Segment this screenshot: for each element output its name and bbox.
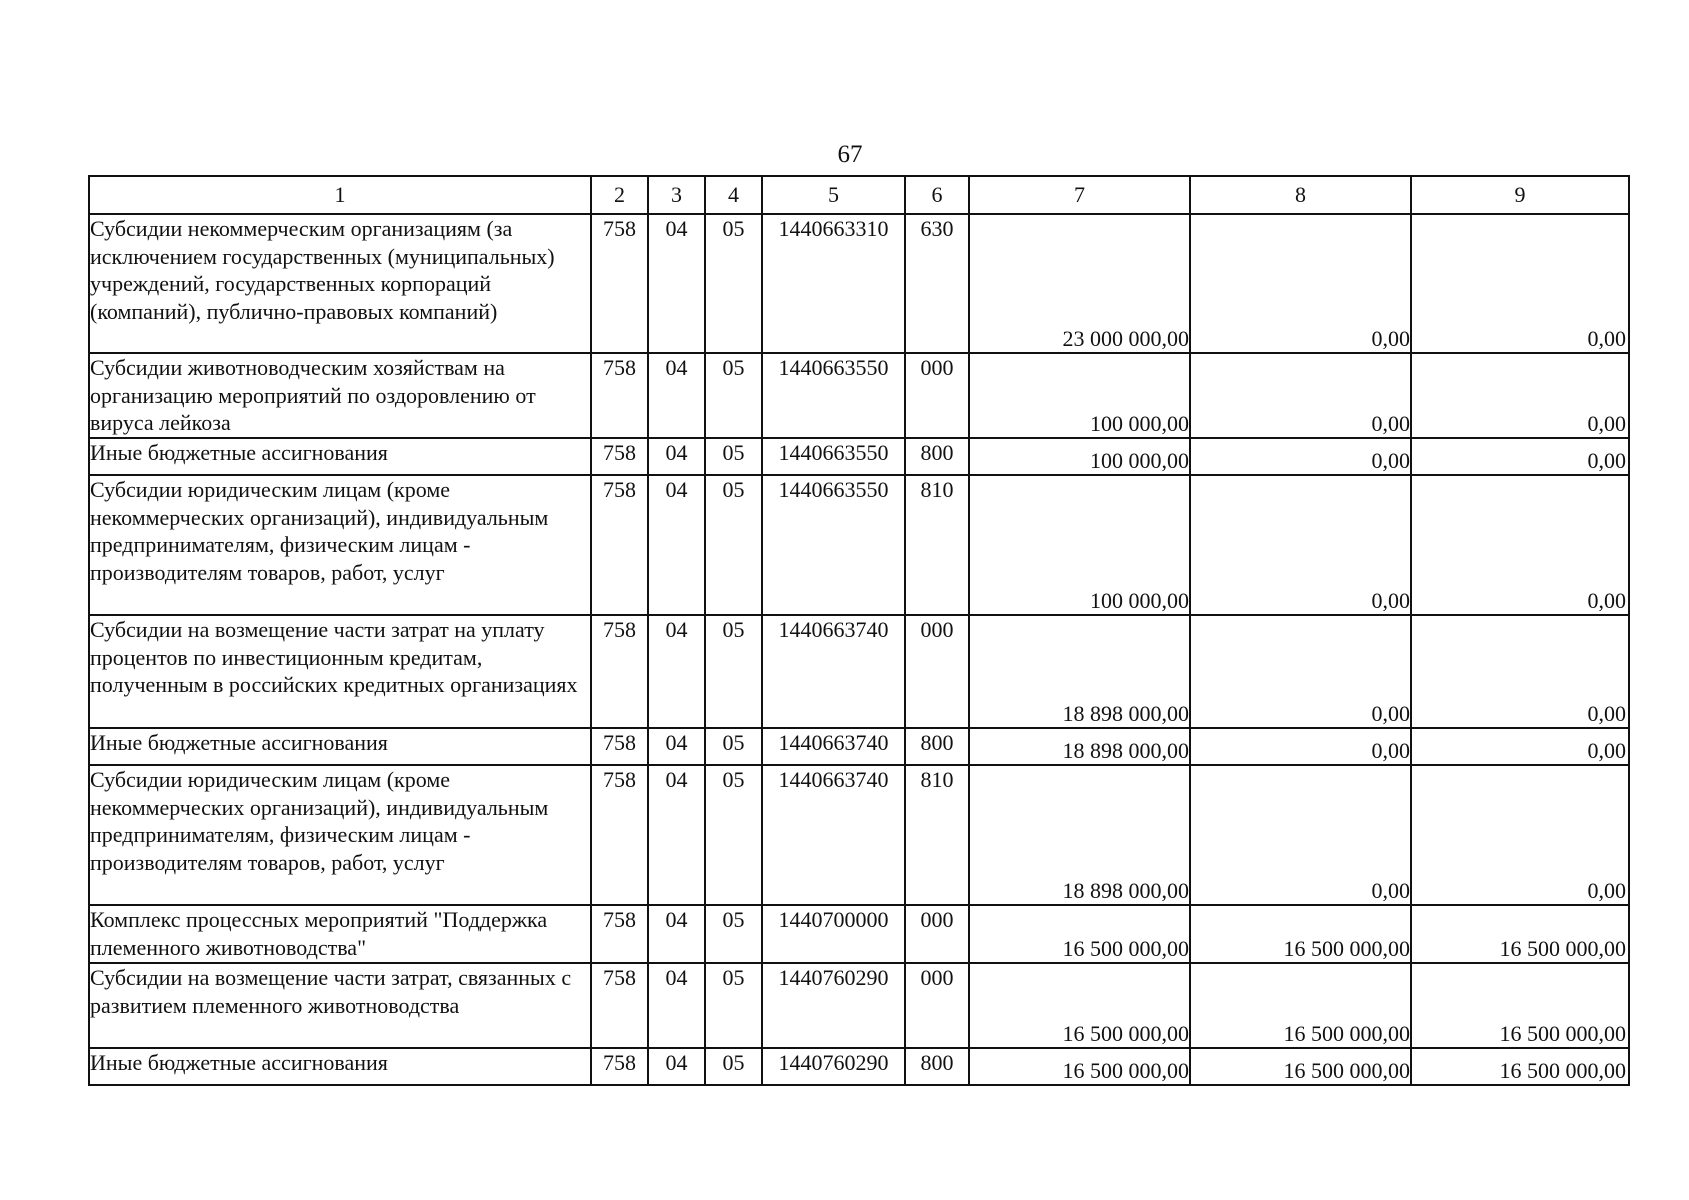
table-row [89, 905, 1629, 963]
row-amount-col8: 0,00 [1190, 615, 1411, 728]
row-expense-type-code: 810 [905, 765, 969, 905]
row-description: Субсидии некоммерческим организациям (за исключением государственных (муниципальных) учреждений, государственных корпораций (компаний), публично-правовых компаний) [89, 214, 591, 353]
column-header-2: 2 [591, 176, 648, 214]
row-amount-col7: 18 898 000,00 [969, 728, 1190, 765]
row-ministry-code: 758 [591, 214, 648, 353]
row-amount-col9: 0,00 [1411, 615, 1629, 728]
row-section-code: 04 [648, 615, 705, 728]
row-amount-col8: 0,00 [1190, 214, 1411, 353]
row-section-code: 04 [648, 1048, 705, 1085]
row-expense-type-code: 800 [905, 1048, 969, 1085]
row-amount-col9: 0,00 [1411, 353, 1629, 438]
row-subsection-code: 05 [705, 475, 762, 615]
row-expense-type-code: 000 [905, 963, 969, 1048]
row-amount-col8: 16 500 000,00 [1190, 905, 1411, 963]
row-expense-type-code: 800 [905, 728, 969, 765]
row-description: Иные бюджетные ассигнования [89, 728, 591, 765]
row-section-code: 04 [648, 765, 705, 905]
column-header-4: 4 [705, 176, 762, 214]
row-section-code: 04 [648, 905, 705, 963]
row-section-code: 04 [648, 353, 705, 438]
row-ministry-code: 758 [591, 728, 648, 765]
row-amount-col9: 0,00 [1411, 765, 1629, 905]
row-amount-col9: 16 500 000,00 [1411, 963, 1629, 1048]
column-header-1: 1 [89, 176, 591, 214]
column-header-8: 8 [1190, 176, 1411, 214]
row-description: Субсидии животноводческим хозяйствам на организацию мероприятий по оздоровлению от вируса лейкоза [89, 353, 591, 438]
row-subsection-code: 05 [705, 615, 762, 728]
row-subsection-code: 05 [705, 963, 762, 1048]
row-target-article-code: 1440760290 [762, 1048, 905, 1085]
row-amount-col7: 16 500 000,00 [969, 905, 1190, 963]
row-description: Субсидии юридическим лицам (кроме некоммерческих организаций), индивидуальным предпринимателям, физическим лицам - производителям товаров, работ, услуг [89, 475, 591, 615]
row-amount-col7: 16 500 000,00 [969, 1048, 1190, 1085]
row-amount-col9: 0,00 [1411, 475, 1629, 615]
row-amount-col7: 18 898 000,00 [969, 765, 1190, 905]
row-ministry-code: 758 [591, 438, 648, 475]
page-number: 67 [837, 141, 863, 168]
row-description: Иные бюджетные ассигнования [89, 1048, 591, 1085]
row-amount-col9: 16 500 000,00 [1411, 905, 1629, 963]
row-section-code: 04 [648, 214, 705, 353]
table-row [89, 353, 1629, 438]
table-row [89, 475, 1629, 615]
budget-table [88, 175, 1630, 1086]
row-amount-col7: 100 000,00 [969, 475, 1190, 615]
row-target-article-code: 1440663740 [762, 765, 905, 905]
row-section-code: 04 [648, 963, 705, 1048]
row-amount-col9: 0,00 [1411, 438, 1629, 475]
row-amount-col8: 0,00 [1190, 765, 1411, 905]
column-header-5: 5 [762, 176, 905, 214]
table-header-row [89, 176, 1629, 214]
row-expense-type-code: 000 [905, 905, 969, 963]
row-amount-col8: 0,00 [1190, 728, 1411, 765]
row-section-code: 04 [648, 728, 705, 765]
column-header-7: 7 [969, 176, 1190, 214]
row-amount-col8: 0,00 [1190, 353, 1411, 438]
row-expense-type-code: 800 [905, 438, 969, 475]
column-header-6: 6 [905, 176, 969, 214]
row-description: Субсидии на возмещение части затрат на уплату процентов по инвестиционным кредитам, полученным в российских кредитных организациях [89, 615, 591, 728]
row-amount-col9: 16 500 000,00 [1411, 1048, 1629, 1085]
row-subsection-code: 05 [705, 905, 762, 963]
row-amount-col8: 0,00 [1190, 475, 1411, 615]
table-row [89, 728, 1629, 765]
row-target-article-code: 1440663740 [762, 728, 905, 765]
row-ministry-code: 758 [591, 1048, 648, 1085]
row-description: Комплекс процессных мероприятий "Поддержка племенного животноводства" [89, 905, 591, 963]
row-section-code: 04 [648, 475, 705, 615]
row-subsection-code: 05 [705, 765, 762, 905]
row-amount-col7: 16 500 000,00 [969, 963, 1190, 1048]
row-amount-col7: 100 000,00 [969, 353, 1190, 438]
table-row [89, 963, 1629, 1048]
table-row [89, 615, 1629, 728]
row-expense-type-code: 630 [905, 214, 969, 353]
table-row [89, 765, 1629, 905]
row-ministry-code: 758 [591, 963, 648, 1048]
column-header-9: 9 [1411, 176, 1629, 214]
row-amount-col9: 0,00 [1411, 214, 1629, 353]
row-ministry-code: 758 [591, 905, 648, 963]
row-description: Иные бюджетные ассигнования [89, 438, 591, 475]
row-expense-type-code: 000 [905, 615, 969, 728]
row-amount-col8: 16 500 000,00 [1190, 963, 1411, 1048]
row-subsection-code: 05 [705, 1048, 762, 1085]
row-target-article-code: 1440663550 [762, 438, 905, 475]
row-ministry-code: 758 [591, 615, 648, 728]
row-description: Субсидии на возмещение части затрат, связанных с развитием племенного животноводства [89, 963, 591, 1048]
row-expense-type-code: 810 [905, 475, 969, 615]
row-subsection-code: 05 [705, 353, 762, 438]
row-subsection-code: 05 [705, 438, 762, 475]
row-target-article-code: 1440663740 [762, 615, 905, 728]
row-amount-col8: 16 500 000,00 [1190, 1048, 1411, 1085]
row-target-article-code: 1440663550 [762, 475, 905, 615]
row-subsection-code: 05 [705, 728, 762, 765]
row-target-article-code: 1440663310 [762, 214, 905, 353]
column-header-3: 3 [648, 176, 705, 214]
table-row [89, 214, 1629, 353]
row-description: Субсидии юридическим лицам (кроме некоммерческих организаций), индивидуальным предпринимателям, физическим лицам - производителям товаров, работ, услуг [89, 765, 591, 905]
row-amount-col7: 18 898 000,00 [969, 615, 1190, 728]
row-target-article-code: 1440663550 [762, 353, 905, 438]
row-target-article-code: 1440760290 [762, 963, 905, 1048]
row-ministry-code: 758 [591, 353, 648, 438]
row-ministry-code: 758 [591, 765, 648, 905]
row-section-code: 04 [648, 438, 705, 475]
row-amount-col7: 23 000 000,00 [969, 214, 1190, 353]
row-subsection-code: 05 [705, 214, 762, 353]
row-amount-col8: 0,00 [1190, 438, 1411, 475]
row-ministry-code: 758 [591, 475, 648, 615]
table-row [89, 438, 1629, 475]
row-amount-col9: 0,00 [1411, 728, 1629, 765]
row-target-article-code: 1440700000 [762, 905, 905, 963]
table-row [89, 1048, 1629, 1085]
row-expense-type-code: 000 [905, 353, 969, 438]
row-amount-col7: 100 000,00 [969, 438, 1190, 475]
